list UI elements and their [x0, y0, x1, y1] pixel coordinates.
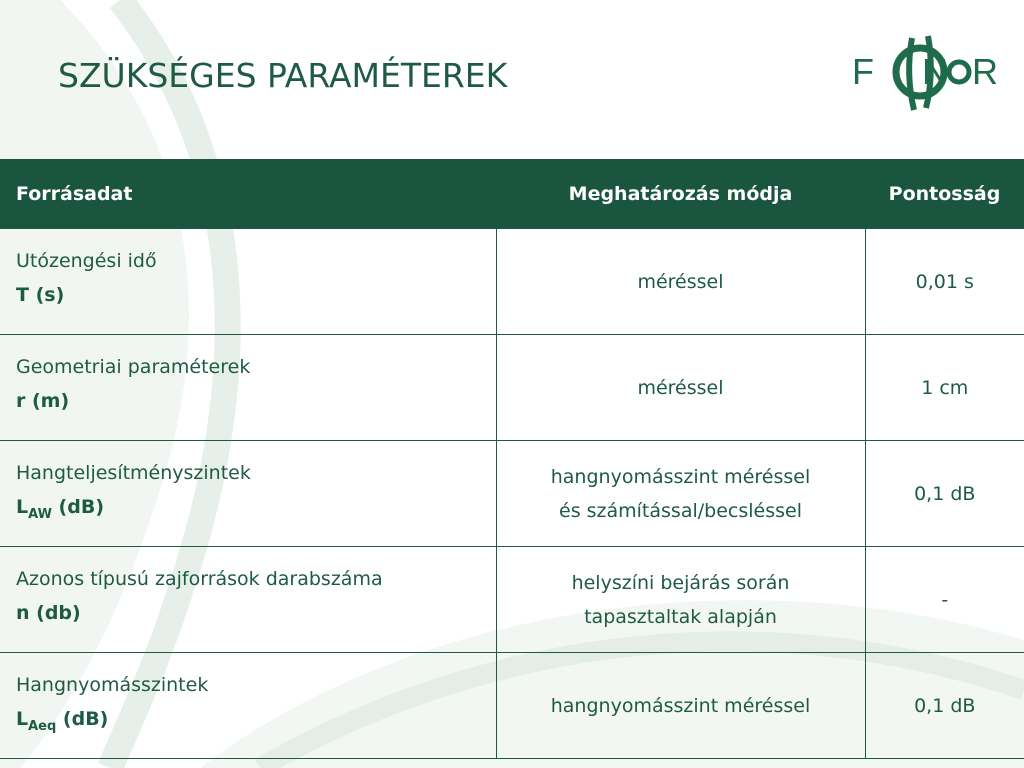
param-name: Azonos típusú zajforrások darabszáma: [16, 567, 383, 590]
method-text: helyszíni bejárás során: [571, 571, 790, 594]
param-cell: [0, 547, 496, 653]
param-name: Hangteljesítményszintek: [16, 461, 251, 484]
logo-letter-n: N: [922, 51, 948, 92]
method-text: hangnyomásszint méréssel: [550, 694, 811, 717]
method-text: tapasztaltak alapján: [584, 605, 777, 628]
slide-title: SZÜKSÉGES PARAMÉTEREK: [58, 56, 508, 95]
method-cell: [496, 229, 865, 335]
param-cell: [0, 335, 496, 441]
method-cell: [496, 653, 865, 759]
param-cell: [0, 441, 496, 547]
logo-letter-r: R: [972, 51, 998, 92]
method-text: méréssel: [637, 376, 724, 399]
header-determination-method: Meghatározás módja: [496, 159, 865, 229]
method-cell: [496, 441, 865, 547]
header-precision: Pontosság: [865, 159, 1024, 229]
param-name: Hangnyomásszintek: [16, 673, 209, 696]
param-symbol: $L_{AW}$ (dB): [16, 495, 105, 522]
table-row: [0, 547, 1024, 653]
table-row: [0, 653, 1024, 759]
param-symbol: $L_{Aeq}$ (dB): [16, 707, 109, 734]
header-source-data: Forrásadat: [0, 159, 496, 229]
parameters-table: [0, 159, 1024, 759]
method-text: hangnyomásszint méréssel: [550, 465, 811, 488]
precision-cell: -: [865, 547, 1024, 653]
precision-cell: 1 cm: [865, 335, 1024, 441]
precision-cell: 0,01 s: [865, 229, 1024, 335]
param-symbol: n (db): [16, 601, 81, 624]
param-cell: [0, 653, 496, 759]
method-cell: [496, 547, 865, 653]
param-cell: [0, 229, 496, 335]
table-header-row: [0, 159, 1024, 229]
logo-o-small-icon: [946, 52, 972, 92]
param-name: Geometriai paraméterek: [16, 355, 251, 378]
table-row: [0, 441, 1024, 547]
param-symbol: T (s): [16, 283, 65, 306]
param-symbol: r (m): [16, 389, 70, 412]
precision-cell: 0,1 dB: [865, 441, 1024, 547]
method-cell: [496, 335, 865, 441]
table-row: [0, 335, 1024, 441]
method-text: méréssel: [637, 270, 724, 293]
precision-cell: 0,1 dB: [865, 653, 1024, 759]
method-text: és számítással/becsléssel: [559, 499, 802, 522]
fonor-logo: [850, 30, 998, 112]
table-row: [0, 229, 1024, 335]
logo-letters-left: F: [852, 51, 874, 92]
param-name: Utózengési idő: [16, 249, 157, 272]
